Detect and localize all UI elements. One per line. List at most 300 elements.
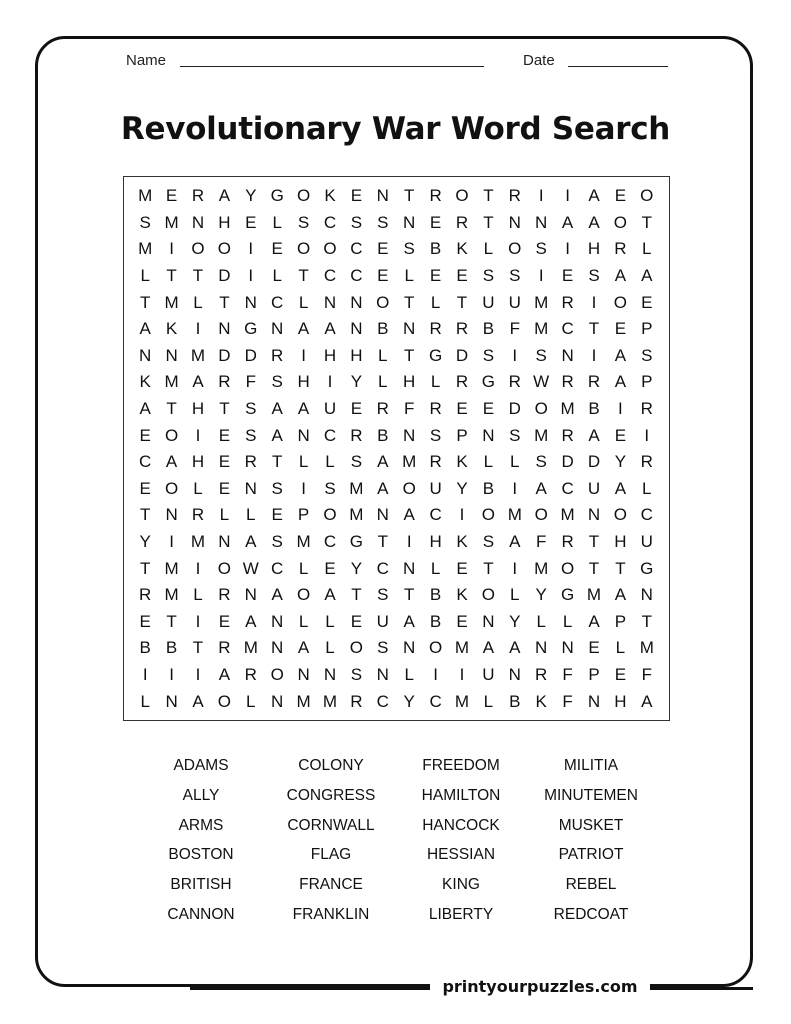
grid-letter[interactable]: B bbox=[377, 425, 389, 445]
grid-letter[interactable]: L bbox=[483, 452, 494, 472]
grid-letter[interactable]: N bbox=[535, 638, 548, 658]
grid-letter[interactable]: N bbox=[271, 611, 284, 631]
grid-letter[interactable]: N bbox=[271, 638, 284, 658]
grid-letter[interactable]: T bbox=[351, 585, 362, 605]
grid-letter[interactable]: S bbox=[245, 399, 257, 419]
grid-letter[interactable]: A bbox=[297, 399, 310, 419]
grid-letter[interactable]: A bbox=[297, 319, 310, 339]
grid-letter[interactable]: M bbox=[534, 319, 549, 339]
grid-letter[interactable]: E bbox=[350, 186, 363, 206]
grid-letter[interactable]: A bbox=[271, 399, 283, 419]
grid-letter[interactable]: T bbox=[271, 452, 283, 472]
grid-letter[interactable]: E bbox=[271, 239, 283, 259]
grid-letter[interactable]: H bbox=[614, 532, 627, 552]
grid-letter[interactable]: O bbox=[296, 239, 311, 259]
grid-letter[interactable]: K bbox=[456, 532, 468, 552]
grid-letter[interactable]: G bbox=[270, 186, 284, 206]
grid-letter[interactable]: A bbox=[139, 319, 151, 339]
grid-letter[interactable]: O bbox=[402, 478, 416, 498]
grid-letter[interactable]: R bbox=[508, 186, 521, 206]
grid-letter[interactable]: T bbox=[641, 212, 652, 232]
grid-letter[interactable]: L bbox=[378, 372, 388, 392]
grid-letter[interactable]: M bbox=[138, 186, 153, 206]
grid-letter[interactable]: E bbox=[377, 266, 389, 286]
grid-letter[interactable]: M bbox=[243, 638, 258, 658]
grid-letter[interactable]: H bbox=[403, 372, 416, 392]
grid-letter[interactable]: H bbox=[350, 345, 363, 365]
grid-letter[interactable]: U bbox=[323, 399, 337, 419]
grid-letter[interactable]: D bbox=[455, 345, 469, 365]
grid-letter[interactable]: N bbox=[376, 505, 389, 525]
grid-letter[interactable]: M bbox=[190, 532, 206, 552]
grid-letter[interactable]: A bbox=[614, 372, 627, 392]
grid-letter[interactable]: O bbox=[296, 585, 311, 605]
grid-letter[interactable]: E bbox=[429, 212, 442, 232]
grid-letter[interactable]: M bbox=[164, 372, 179, 392]
grid-letter[interactable]: N bbox=[271, 691, 284, 711]
grid-letter[interactable]: L bbox=[246, 691, 256, 711]
grid-letter[interactable]: B bbox=[429, 239, 442, 259]
grid-letter[interactable]: S bbox=[482, 532, 495, 552]
grid-letter[interactable]: L bbox=[615, 638, 626, 658]
grid-letter[interactable]: Y bbox=[350, 558, 363, 578]
grid-letter[interactable]: R bbox=[561, 532, 574, 552]
grid-letter[interactable]: I bbox=[512, 345, 518, 365]
grid-letter[interactable]: L bbox=[298, 558, 309, 578]
grid-letter[interactable]: T bbox=[403, 585, 415, 605]
grid-letter[interactable]: O bbox=[217, 558, 231, 578]
grid-letter[interactable]: C bbox=[271, 292, 284, 312]
grid-letter[interactable]: R bbox=[218, 585, 231, 605]
grid-letter[interactable]: G bbox=[244, 319, 258, 339]
grid-letter[interactable]: L bbox=[562, 611, 573, 631]
grid-letter[interactable]: T bbox=[456, 292, 468, 312]
grid-letter[interactable]: I bbox=[538, 186, 544, 206]
grid-letter[interactable]: R bbox=[429, 399, 442, 419]
grid-letter[interactable]: L bbox=[325, 611, 335, 631]
grid-letter[interactable]: O bbox=[613, 292, 627, 312]
grid-letter[interactable]: R bbox=[640, 452, 653, 472]
grid-letter[interactable]: T bbox=[588, 319, 600, 339]
grid-letter[interactable]: L bbox=[193, 585, 203, 605]
grid-letter[interactable]: I bbox=[169, 532, 174, 552]
grid-letter[interactable]: Y bbox=[509, 611, 521, 631]
grid-letter[interactable]: M bbox=[639, 638, 654, 658]
grid-letter[interactable]: A bbox=[245, 611, 257, 631]
grid-letter[interactable]: M bbox=[322, 691, 338, 711]
grid-letter[interactable]: K bbox=[139, 372, 151, 392]
grid-letter[interactable]: N bbox=[403, 319, 416, 339]
grid-letter[interactable]: C bbox=[376, 691, 389, 711]
grid-letter[interactable]: M bbox=[164, 558, 179, 578]
grid-letter[interactable]: G bbox=[560, 585, 575, 605]
grid-letter[interactable]: A bbox=[588, 186, 600, 206]
grid-letter[interactable]: M bbox=[296, 691, 311, 711]
grid-letter[interactable]: S bbox=[377, 212, 389, 232]
grid-letter[interactable]: T bbox=[483, 558, 494, 578]
grid-letter[interactable]: O bbox=[481, 585, 495, 605]
grid-letter[interactable]: L bbox=[536, 611, 546, 631]
grid-letter[interactable]: M bbox=[454, 691, 470, 711]
grid-letter[interactable]: C bbox=[429, 505, 442, 525]
grid-letter[interactable]: E bbox=[350, 611, 363, 631]
grid-letter[interactable]: I bbox=[195, 425, 201, 445]
grid-letter[interactable]: Y bbox=[139, 532, 151, 552]
grid-letter[interactable]: R bbox=[139, 585, 152, 605]
grid-letter[interactable]: E bbox=[614, 425, 627, 445]
grid-letter[interactable]: H bbox=[323, 345, 337, 365]
grid-letter[interactable]: R bbox=[535, 665, 548, 685]
grid-letter[interactable]: P bbox=[588, 665, 600, 685]
grid-letter[interactable]: A bbox=[482, 638, 495, 658]
grid-letter[interactable]: E bbox=[482, 399, 495, 419]
grid-letter[interactable]: E bbox=[614, 665, 627, 685]
grid-letter[interactable]: L bbox=[430, 292, 441, 312]
grid-letter[interactable]: S bbox=[271, 478, 283, 498]
name-field-line[interactable] bbox=[180, 66, 484, 67]
grid-letter[interactable]: T bbox=[166, 266, 177, 286]
grid-letter[interactable]: R bbox=[455, 212, 469, 232]
grid-letter[interactable]: L bbox=[193, 478, 203, 498]
grid-letter[interactable]: N bbox=[323, 292, 337, 312]
grid-letter[interactable]: N bbox=[165, 345, 178, 365]
grid-letter[interactable]: U bbox=[587, 478, 601, 498]
grid-letter[interactable]: S bbox=[377, 638, 389, 658]
grid-letter[interactable]: E bbox=[377, 239, 389, 259]
grid-letter[interactable]: M bbox=[349, 505, 364, 525]
grid-letter[interactable]: M bbox=[560, 505, 575, 525]
grid-letter[interactable]: L bbox=[272, 266, 282, 286]
grid-letter[interactable]: F bbox=[245, 372, 256, 392]
grid-letter[interactable]: N bbox=[587, 691, 601, 711]
grid-letter[interactable]: N bbox=[482, 425, 495, 445]
grid-letter[interactable]: M bbox=[534, 292, 549, 312]
grid-letter[interactable]: P bbox=[297, 505, 310, 525]
grid-letter[interactable]: N bbox=[139, 345, 152, 365]
grid-letter[interactable]: A bbox=[377, 478, 389, 498]
grid-letter[interactable]: M bbox=[164, 585, 179, 605]
grid-letter[interactable]: N bbox=[297, 425, 310, 445]
grid-letter[interactable]: E bbox=[456, 399, 468, 419]
grid-letter[interactable]: L bbox=[642, 239, 652, 259]
grid-letter[interactable]: A bbox=[614, 478, 627, 498]
grid-letter[interactable]: R bbox=[455, 319, 469, 339]
grid-letter[interactable]: R bbox=[271, 345, 284, 365]
grid-letter[interactable]: N bbox=[482, 611, 495, 631]
grid-letter[interactable]: P bbox=[641, 319, 653, 339]
grid-letter[interactable]: K bbox=[456, 585, 468, 605]
grid-letter[interactable]: O bbox=[323, 505, 337, 525]
grid-letter[interactable]: R bbox=[218, 372, 231, 392]
grid-letter[interactable]: Y bbox=[535, 585, 547, 605]
grid-letter[interactable]: L bbox=[246, 505, 256, 525]
grid-letter[interactable]: C bbox=[139, 452, 152, 472]
grid-letter[interactable]: A bbox=[324, 319, 336, 339]
grid-letter[interactable]: F bbox=[535, 532, 547, 552]
grid-letter[interactable]: U bbox=[640, 532, 653, 552]
grid-letter[interactable]: O bbox=[613, 505, 627, 525]
grid-letter[interactable]: U bbox=[482, 665, 495, 685]
grid-letter[interactable]: B bbox=[377, 319, 389, 339]
grid-letter[interactable]: R bbox=[561, 425, 574, 445]
grid-letter[interactable]: C bbox=[323, 266, 337, 286]
grid-letter[interactable]: R bbox=[350, 691, 363, 711]
grid-letter[interactable]: L bbox=[193, 292, 203, 312]
grid-letter[interactable]: T bbox=[641, 611, 652, 631]
grid-letter[interactable]: I bbox=[538, 266, 544, 286]
grid-letter[interactable]: O bbox=[217, 691, 231, 711]
grid-letter[interactable]: M bbox=[586, 585, 602, 605]
grid-letter[interactable]: N bbox=[508, 212, 521, 232]
grid-letter[interactable]: A bbox=[561, 212, 574, 232]
grid-letter[interactable]: O bbox=[164, 478, 179, 498]
grid-letter[interactable]: R bbox=[191, 186, 205, 206]
grid-letter[interactable]: A bbox=[218, 665, 231, 685]
grid-letter[interactable]: T bbox=[403, 292, 415, 312]
grid-letter[interactable]: E bbox=[456, 558, 468, 578]
grid-letter[interactable]: E bbox=[218, 452, 231, 472]
grid-letter[interactable]: I bbox=[591, 292, 597, 312]
grid-letter[interactable]: I bbox=[142, 665, 148, 685]
grid-letter[interactable]: I bbox=[618, 399, 623, 419]
grid-letter[interactable]: O bbox=[164, 425, 179, 445]
grid-letter[interactable]: S bbox=[324, 478, 336, 498]
grid-letter[interactable]: E bbox=[218, 478, 231, 498]
grid-letter[interactable]: T bbox=[140, 505, 151, 525]
grid-letter[interactable]: L bbox=[325, 638, 335, 658]
grid-letter[interactable]: O bbox=[217, 239, 231, 259]
grid-letter[interactable]: S bbox=[139, 212, 151, 232]
grid-letter[interactable]: T bbox=[615, 558, 626, 578]
grid-letter[interactable]: O bbox=[560, 558, 575, 578]
grid-letter[interactable]: O bbox=[191, 239, 205, 259]
grid-letter[interactable]: C bbox=[561, 478, 574, 498]
grid-letter[interactable]: N bbox=[165, 505, 178, 525]
grid-letter[interactable]: I bbox=[169, 665, 174, 685]
grid-letter[interactable]: T bbox=[140, 558, 151, 578]
grid-letter[interactable]: S bbox=[271, 372, 283, 392]
grid-letter[interactable]: S bbox=[271, 532, 283, 552]
grid-letter[interactable]: T bbox=[483, 212, 494, 232]
grid-letter[interactable]: O bbox=[508, 239, 522, 259]
grid-letter[interactable]: A bbox=[297, 638, 310, 658]
grid-letter[interactable]: I bbox=[433, 665, 438, 685]
grid-letter[interactable]: N bbox=[403, 638, 416, 658]
grid-letter[interactable]: A bbox=[192, 691, 204, 711]
grid-letter[interactable]: L bbox=[325, 452, 335, 472]
grid-letter[interactable]: B bbox=[509, 691, 521, 711]
grid-letter[interactable]: L bbox=[140, 691, 150, 711]
grid-letter[interactable]: E bbox=[588, 638, 600, 658]
grid-letter[interactable]: S bbox=[588, 266, 600, 286]
grid-letter[interactable]: C bbox=[271, 558, 284, 578]
grid-letter[interactable]: I bbox=[327, 372, 333, 392]
grid-letter[interactable]: E bbox=[429, 266, 442, 286]
grid-letter[interactable]: C bbox=[350, 266, 363, 286]
grid-letter[interactable]: S bbox=[350, 665, 363, 685]
grid-letter[interactable]: U bbox=[429, 478, 442, 498]
grid-letter[interactable]: K bbox=[456, 452, 468, 472]
grid-letter[interactable]: R bbox=[244, 452, 257, 472]
grid-letter[interactable]: T bbox=[140, 292, 151, 312]
grid-letter[interactable]: O bbox=[613, 212, 627, 232]
grid-letter[interactable]: I bbox=[459, 665, 465, 685]
grid-letter[interactable]: L bbox=[378, 345, 388, 365]
grid-letter[interactable]: R bbox=[429, 186, 442, 206]
grid-letter[interactable]: E bbox=[456, 611, 468, 631]
grid-letter[interactable]: H bbox=[218, 212, 231, 232]
grid-letter[interactable]: R bbox=[218, 638, 231, 658]
grid-letter[interactable]: I bbox=[459, 505, 465, 525]
grid-letter[interactable]: S bbox=[482, 345, 495, 365]
grid-letter[interactable]: K bbox=[535, 691, 547, 711]
grid-letter[interactable]: S bbox=[350, 452, 363, 472]
grid-letter[interactable]: O bbox=[481, 505, 495, 525]
grid-letter[interactable]: T bbox=[192, 266, 204, 286]
grid-letter[interactable]: A bbox=[218, 186, 231, 206]
grid-letter[interactable]: D bbox=[244, 345, 257, 365]
grid-letter[interactable]: B bbox=[429, 585, 442, 605]
grid-letter[interactable]: I bbox=[195, 558, 201, 578]
grid-letter[interactable]: I bbox=[195, 319, 201, 339]
grid-letter[interactable]: A bbox=[509, 532, 521, 552]
grid-letter[interactable]: B bbox=[482, 319, 495, 339]
grid-letter[interactable]: L bbox=[404, 266, 414, 286]
grid-letter[interactable]: N bbox=[350, 292, 363, 312]
grid-letter[interactable]: L bbox=[430, 558, 441, 578]
grid-letter[interactable]: A bbox=[614, 345, 627, 365]
grid-letter[interactable]: E bbox=[324, 558, 336, 578]
grid-letter[interactable]: C bbox=[429, 691, 442, 711]
grid-letter[interactable]: N bbox=[587, 505, 601, 525]
grid-letter[interactable]: F bbox=[562, 691, 573, 711]
grid-letter[interactable]: L bbox=[483, 691, 494, 711]
grid-letter[interactable]: A bbox=[324, 585, 336, 605]
grid-letter[interactable]: S bbox=[350, 212, 363, 232]
grid-letter[interactable]: S bbox=[509, 266, 521, 286]
grid-letter[interactable]: N bbox=[244, 478, 257, 498]
grid-letter[interactable]: I bbox=[301, 345, 306, 365]
grid-letter[interactable]: A bbox=[271, 425, 283, 445]
grid-letter[interactable]: Y bbox=[614, 452, 627, 472]
grid-letter[interactable]: S bbox=[535, 239, 547, 259]
grid-letter[interactable]: T bbox=[588, 558, 600, 578]
grid-letter[interactable]: H bbox=[614, 691, 627, 711]
grid-letter[interactable]: T bbox=[166, 611, 177, 631]
grid-letter[interactable]: R bbox=[429, 319, 442, 339]
grid-letter[interactable]: N bbox=[271, 319, 284, 339]
grid-letter[interactable]: M bbox=[402, 452, 417, 472]
grid-letter[interactable]: O bbox=[428, 638, 443, 658]
grid-letter[interactable]: N bbox=[561, 345, 574, 365]
grid-letter[interactable]: I bbox=[565, 239, 570, 259]
grid-letter[interactable]: O bbox=[455, 186, 469, 206]
grid-letter[interactable]: R bbox=[455, 372, 469, 392]
grid-letter[interactable]: F bbox=[562, 665, 573, 685]
grid-letter[interactable]: S bbox=[535, 345, 547, 365]
grid-letter[interactable]: S bbox=[509, 425, 521, 445]
grid-letter[interactable]: T bbox=[192, 638, 204, 658]
grid-letter[interactable]: E bbox=[139, 425, 151, 445]
grid-letter[interactable]: N bbox=[403, 212, 416, 232]
grid-letter[interactable]: T bbox=[219, 399, 230, 419]
grid-letter[interactable]: N bbox=[376, 186, 389, 206]
grid-letter[interactable]: N bbox=[244, 585, 257, 605]
grid-letter[interactable]: N bbox=[297, 665, 310, 685]
grid-letter[interactable]: A bbox=[377, 452, 389, 472]
grid-letter[interactable]: N bbox=[535, 212, 548, 232]
grid-letter[interactable]: N bbox=[323, 665, 337, 685]
grid-letter[interactable]: G bbox=[640, 558, 654, 578]
grid-letter[interactable]: R bbox=[561, 292, 574, 312]
grid-letter[interactable]: C bbox=[323, 212, 337, 232]
grid-letter[interactable]: A bbox=[535, 478, 547, 498]
grid-letter[interactable]: I bbox=[406, 532, 412, 552]
grid-letter[interactable]: N bbox=[244, 292, 257, 312]
grid-letter[interactable]: Y bbox=[245, 186, 257, 206]
grid-letter[interactable]: E bbox=[139, 478, 151, 498]
grid-letter[interactable]: W bbox=[533, 372, 550, 392]
grid-letter[interactable]: R bbox=[614, 239, 627, 259]
grid-letter[interactable]: H bbox=[429, 532, 442, 552]
grid-letter[interactable]: M bbox=[454, 638, 470, 658]
grid-letter[interactable]: C bbox=[376, 558, 389, 578]
grid-letter[interactable]: O bbox=[376, 292, 390, 312]
grid-letter[interactable]: F bbox=[641, 665, 652, 685]
grid-letter[interactable]: G bbox=[428, 345, 443, 365]
grid-letter[interactable]: A bbox=[403, 505, 415, 525]
grid-letter[interactable]: I bbox=[591, 345, 597, 365]
grid-letter[interactable]: L bbox=[642, 478, 652, 498]
grid-letter[interactable]: I bbox=[512, 558, 518, 578]
grid-letter[interactable]: S bbox=[641, 345, 653, 365]
grid-letter[interactable]: I bbox=[512, 478, 518, 498]
grid-letter[interactable]: A bbox=[509, 638, 521, 658]
grid-letter[interactable]: I bbox=[565, 186, 570, 206]
grid-letter[interactable]: M bbox=[349, 478, 364, 498]
grid-letter[interactable]: G bbox=[481, 372, 495, 392]
grid-letter[interactable]: N bbox=[403, 425, 416, 445]
grid-letter[interactable]: Y bbox=[456, 478, 468, 498]
grid-letter[interactable]: O bbox=[323, 239, 337, 259]
grid-letter[interactable]: E bbox=[614, 186, 627, 206]
grid-letter[interactable]: L bbox=[298, 292, 309, 312]
grid-letter[interactable]: D bbox=[508, 399, 521, 419]
grid-letter[interactable]: B bbox=[588, 399, 600, 419]
grid-letter[interactable]: A bbox=[403, 611, 415, 631]
grid-letter[interactable]: D bbox=[218, 345, 231, 365]
grid-letter[interactable]: K bbox=[165, 319, 178, 339]
grid-letter[interactable]: M bbox=[190, 345, 206, 365]
grid-letter[interactable]: T bbox=[298, 266, 309, 286]
grid-letter[interactable]: L bbox=[483, 239, 494, 259]
grid-letter[interactable]: S bbox=[482, 266, 495, 286]
grid-letter[interactable]: A bbox=[588, 425, 600, 445]
grid-letter[interactable]: M bbox=[560, 399, 575, 419]
grid-letter[interactable]: N bbox=[165, 691, 178, 711]
grid-letter[interactable]: W bbox=[242, 558, 259, 578]
grid-letter[interactable]: A bbox=[165, 452, 178, 472]
grid-letter[interactable]: S bbox=[377, 585, 389, 605]
grid-letter[interactable]: N bbox=[376, 665, 389, 685]
grid-letter[interactable]: B bbox=[429, 611, 442, 631]
grid-letter[interactable]: E bbox=[561, 266, 574, 286]
grid-letter[interactable]: R bbox=[561, 372, 574, 392]
grid-letter[interactable]: I bbox=[248, 266, 254, 286]
grid-letter[interactable]: C bbox=[561, 319, 574, 339]
grid-letter[interactable]: U bbox=[482, 292, 495, 312]
grid-letter[interactable]: C bbox=[323, 532, 337, 552]
